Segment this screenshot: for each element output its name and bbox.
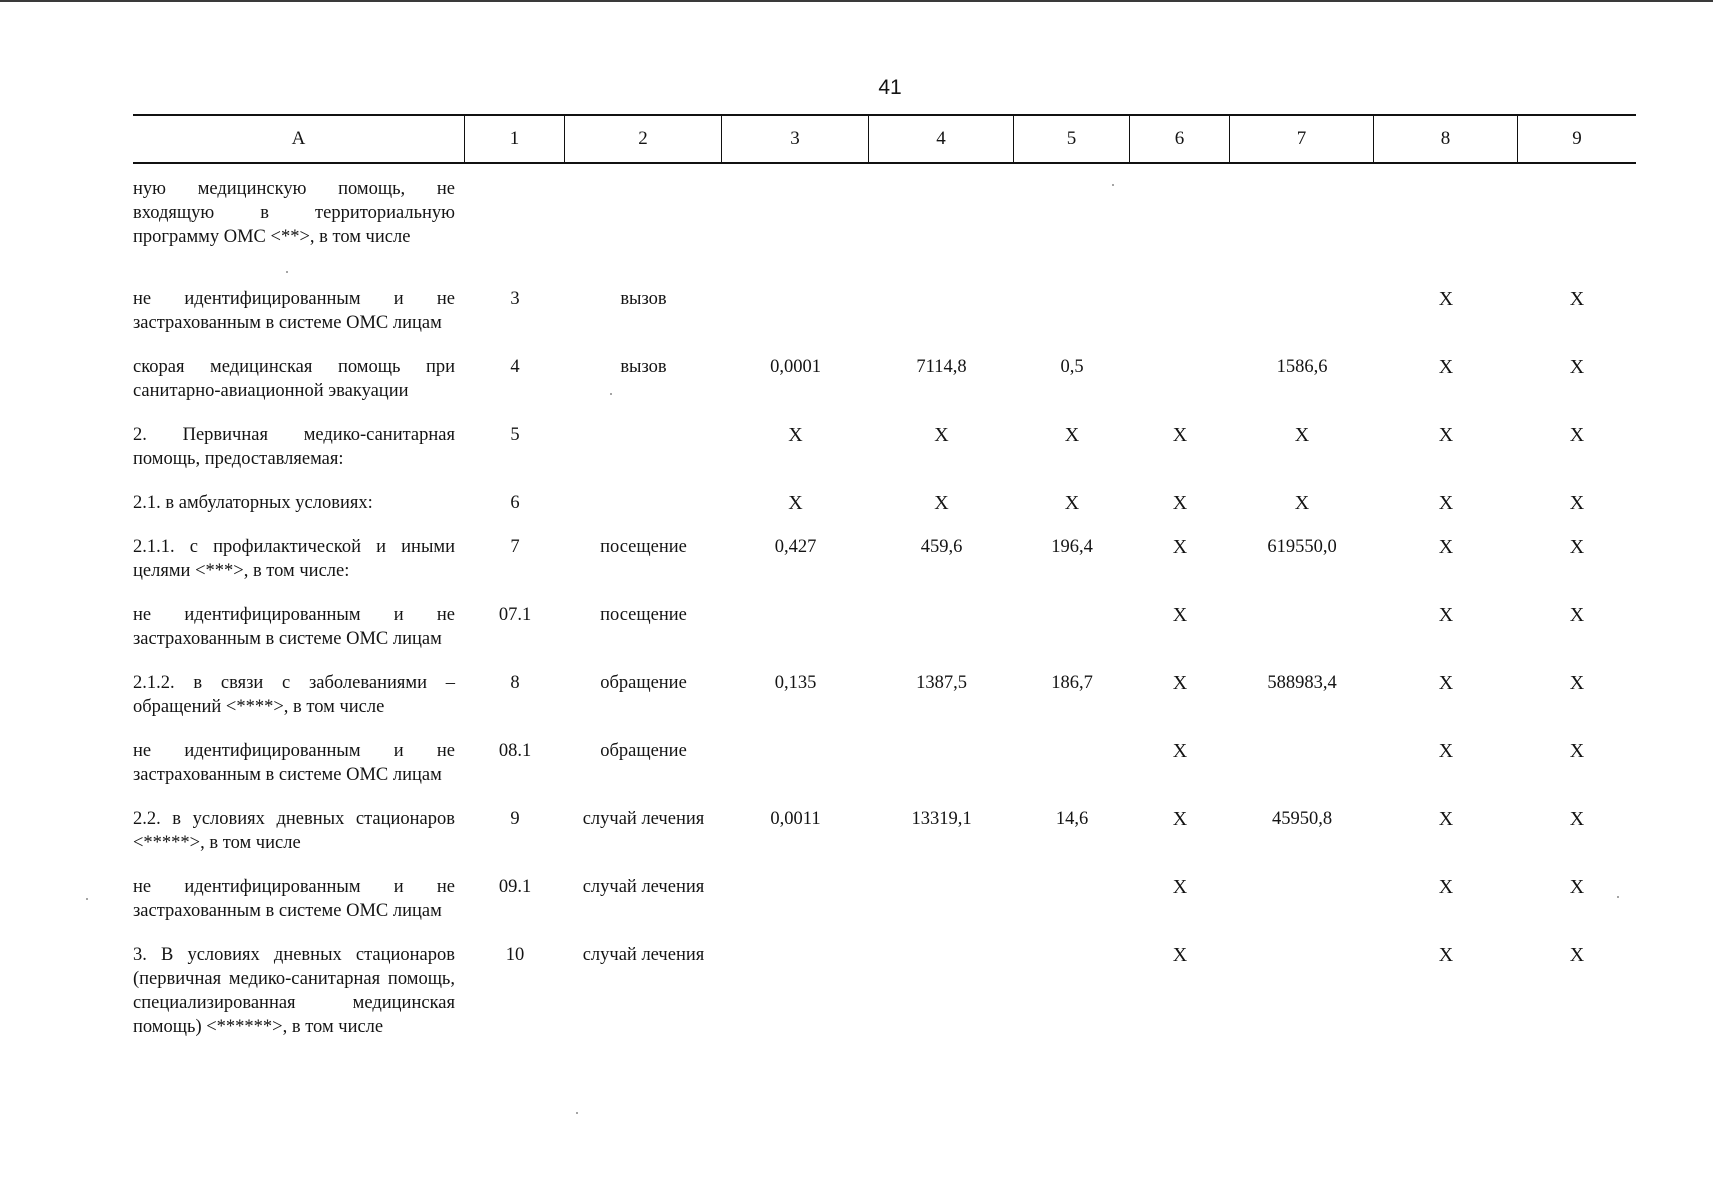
row-value-3	[722, 177, 869, 249]
row-value-9: X	[1569, 356, 1585, 378]
row-code: 5	[510, 425, 520, 445]
row-unit: посещение	[600, 605, 687, 625]
row-value-6: X	[1172, 876, 1188, 898]
row-value-5	[1014, 875, 1130, 923]
row-value-3: X	[788, 424, 803, 446]
row-value-6	[1130, 355, 1230, 403]
row-value-8	[1374, 177, 1518, 249]
header-cell-4: 4	[869, 116, 1014, 162]
scan-speck	[286, 271, 288, 273]
row-value-9: X	[1569, 492, 1585, 514]
row-label: не идентифицированным и не застрахованным в системе ОМС лицам	[133, 877, 455, 921]
row-code: 09.1	[498, 877, 532, 897]
table-row	[133, 535, 1636, 583]
row-value-9: X	[1569, 944, 1585, 966]
row-value-7	[1230, 943, 1374, 1039]
row-unit: случай лечения	[582, 945, 705, 965]
row-value-4: 459,6	[920, 537, 963, 557]
row-value-5: 196,4	[1051, 537, 1093, 557]
row-label: 2.2. в условиях дневных стационаров <*****>, в том числе	[133, 809, 455, 853]
page-number: 41	[878, 76, 902, 99]
row-value-6: X	[1172, 536, 1188, 558]
row-unit: случай лечения	[582, 809, 705, 829]
row-code: 3	[510, 289, 520, 309]
row-code: 4	[510, 357, 520, 377]
row-code: 6	[510, 493, 520, 513]
row-value-3: 0,0001	[770, 357, 821, 377]
row-label: 2. Первичная медико-санитарная помощь, предоставляемая:	[133, 425, 455, 469]
row-value-5	[1014, 739, 1130, 787]
row-value-7	[1230, 287, 1374, 335]
data-table	[133, 114, 1636, 1037]
row-value-6: X	[1172, 604, 1188, 626]
row-value-4	[869, 739, 1014, 787]
row-code: 9	[510, 809, 520, 829]
row-unit: обращение	[600, 741, 687, 761]
row-value-9: X	[1569, 876, 1585, 898]
row-value-4: X	[934, 492, 949, 514]
row-value-7: X	[1294, 424, 1310, 446]
row-label: не идентифицированным и не застрахованным в системе ОМС лицам	[133, 605, 455, 649]
row-unit: вызов	[620, 357, 667, 377]
row-unit	[565, 423, 722, 471]
row-value-8: X	[1438, 808, 1454, 830]
row-label: 2.1. в амбулаторных условиях:	[133, 493, 373, 513]
scan-speck	[610, 393, 612, 395]
row-value-6: X	[1172, 672, 1188, 694]
table-row	[133, 807, 1636, 855]
row-value-9	[1518, 177, 1636, 249]
row-value-8: X	[1438, 672, 1454, 694]
row-code: 07.1	[498, 605, 532, 625]
row-value-3	[722, 603, 869, 651]
header-cell-9: 9	[1572, 128, 1582, 149]
table-row	[133, 177, 1636, 249]
row-code	[465, 177, 565, 249]
table-row	[133, 491, 1636, 515]
row-value-4	[869, 875, 1014, 923]
header-cell-6: 6	[1130, 116, 1230, 162]
row-value-6	[1130, 177, 1230, 249]
row-value-9: X	[1569, 536, 1585, 558]
table-row	[133, 355, 1636, 403]
row-value-4	[869, 287, 1014, 335]
header-cell-8: 8	[1374, 116, 1518, 162]
row-value-7: 619550,0	[1267, 537, 1337, 557]
scan-speck	[1617, 896, 1619, 898]
row-value-4	[869, 603, 1014, 651]
row-unit	[565, 177, 722, 249]
row-label: 2.1.2. в связи с заболеваниями – обращений <****>, в том числе	[133, 673, 455, 717]
row-value-8: X	[1438, 492, 1454, 514]
row-value-5	[1014, 943, 1130, 1039]
row-unit	[565, 491, 722, 515]
row-value-8: X	[1438, 740, 1454, 762]
table-row	[133, 671, 1636, 719]
row-unit: вызов	[620, 289, 667, 309]
scan-speck	[576, 1112, 578, 1114]
row-value-9: X	[1569, 288, 1585, 310]
table-row	[133, 603, 1636, 651]
header-cell-5: 5	[1014, 116, 1130, 162]
row-unit: посещение	[600, 537, 687, 557]
row-label: скорая медицинская помощь при санитарно-авиационной эвакуации	[133, 357, 455, 401]
row-value-7	[1230, 875, 1374, 923]
row-value-3	[722, 875, 869, 923]
row-value-7	[1230, 177, 1374, 249]
row-value-7	[1230, 603, 1374, 651]
row-value-4: X	[934, 424, 949, 446]
header-cell-2: 2	[565, 116, 722, 162]
row-label: не идентифицированным и не застрахованным в системе ОМС лицам	[133, 289, 455, 333]
row-value-5: 14,6	[1055, 809, 1089, 829]
row-value-6: X	[1172, 808, 1188, 830]
row-value-8: X	[1438, 424, 1454, 446]
table-row	[133, 739, 1636, 787]
row-value-9: X	[1569, 424, 1585, 446]
row-value-5	[1014, 603, 1130, 651]
row-value-7: 588983,4	[1267, 673, 1337, 693]
scan-speck	[1112, 184, 1114, 186]
row-value-9: X	[1569, 740, 1585, 762]
row-label: 2.1.1. с профилактической и иными целями <***>, в том числе:	[133, 537, 455, 581]
row-value-7: 45950,8	[1271, 809, 1333, 829]
row-value-9: X	[1569, 672, 1585, 694]
row-label: 3. В условиях дневных стационаров (первичная медико-санитарная помощь, специализированная медицинская помощь) <******>, в том числе	[133, 945, 455, 1037]
row-label: не идентифицированным и не застрахованным в системе ОМС лицам	[133, 741, 455, 785]
row-value-3: 0,135	[774, 673, 817, 693]
table-row	[133, 875, 1636, 923]
row-value-7: X	[1294, 492, 1310, 514]
scan-edge	[0, 0, 1713, 2]
row-value-4: 1387,5	[916, 673, 967, 693]
row-value-7: 1586,6	[1276, 357, 1328, 377]
row-value-8: X	[1438, 356, 1454, 378]
row-value-4	[869, 177, 1014, 249]
row-value-6: X	[1172, 492, 1188, 514]
header-cell-1: 1	[465, 116, 565, 162]
row-code: 7	[510, 537, 520, 557]
row-value-6: X	[1172, 740, 1188, 762]
row-value-5: X	[1064, 492, 1080, 514]
row-value-8: X	[1438, 944, 1454, 966]
row-value-5: 186,7	[1051, 673, 1093, 693]
row-value-5	[1014, 287, 1130, 335]
row-value-7	[1230, 739, 1374, 787]
row-value-6	[1130, 287, 1230, 335]
table-row	[133, 943, 1636, 1039]
row-value-3: 0,0011	[770, 809, 821, 829]
row-value-6: X	[1172, 424, 1188, 446]
row-value-8: X	[1438, 536, 1454, 558]
row-value-3	[722, 739, 869, 787]
row-value-5: 0,5	[1060, 357, 1084, 377]
row-value-3	[722, 287, 869, 335]
row-value-3: X	[788, 492, 803, 514]
row-code: 08.1	[498, 741, 532, 761]
table-row	[133, 287, 1636, 335]
row-value-5	[1014, 177, 1130, 249]
table-header-row	[133, 114, 1636, 164]
row-value-9: X	[1569, 808, 1585, 830]
header-cell-7: 7	[1230, 116, 1374, 162]
row-unit: случай лечения	[582, 877, 705, 897]
row-code: 10	[505, 945, 525, 965]
scan-speck	[86, 898, 88, 900]
row-value-3	[722, 943, 869, 1039]
table-row	[133, 423, 1636, 471]
row-value-4	[869, 943, 1014, 1039]
row-value-6: X	[1172, 944, 1188, 966]
row-value-4: 7114,8	[916, 357, 967, 377]
row-value-3: 0,427	[774, 537, 817, 557]
row-value-5: X	[1064, 424, 1080, 446]
row-unit: обращение	[600, 673, 687, 693]
row-value-8: X	[1438, 876, 1454, 898]
row-value-9: X	[1569, 604, 1585, 626]
row-label: ную медицинскую помощь, не входящую в территориальную программу ОМС <**>, в том числе	[133, 179, 455, 247]
row-value-4: 13319,1	[911, 809, 972, 829]
row-code: 8	[510, 673, 520, 693]
header-cell-a: А	[133, 116, 465, 162]
row-value-8: X	[1438, 288, 1454, 310]
header-cell-3: 3	[722, 116, 869, 162]
row-value-8: X	[1438, 604, 1454, 626]
